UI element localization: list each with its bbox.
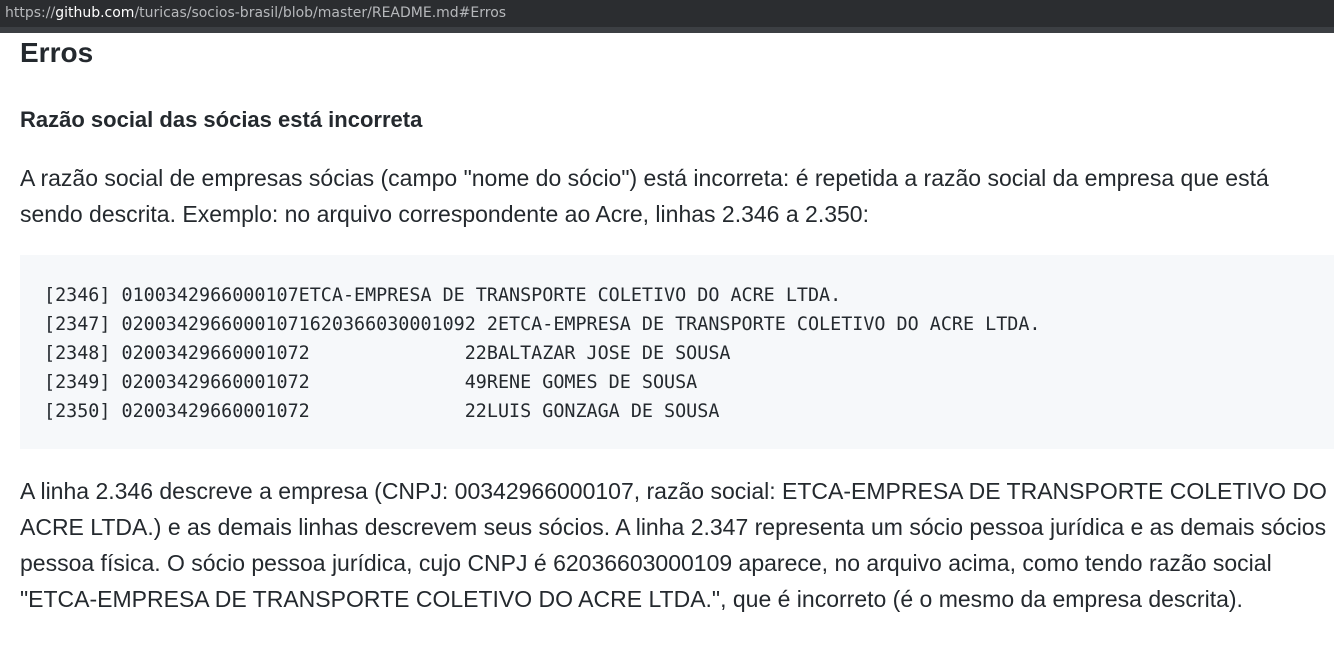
- url-text[interactable]: [5, 5, 506, 21]
- url-path: /turicas/socios-brasil/blob/master/README.md#Erros: [134, 5, 507, 21]
- code-block: [20, 255, 1334, 449]
- code-line: [2346] 0100342966000107ETCA-EMPRESA DE TRANSPORTE COLETIVO DO ACRE LTDA.: [44, 285, 842, 306]
- intro-paragraph: A razão social de empresas sócias (campo "nome do sócio") está incorreta: é repetida a razão social da empresa que está sendo descrita. Exemplo: no arquivo correspondente ao Acre, linhas 2.346 a 2.350:: [20, 165, 1269, 227]
- url-scheme: https://: [5, 5, 56, 21]
- code-line: [2350] 02003429660001072 22LUIS GONZAGA DE SOUSA: [44, 401, 720, 422]
- code-line: [2348] 02003429660001072 22BALTAZAR JOSE DE SOUSA: [44, 343, 731, 364]
- address-bar[interactable]: [0, 0, 1334, 33]
- subsection-heading: Razão social das sócias está incorreta: [20, 107, 423, 132]
- explanation-paragraph: A linha 2.346 descreve a empresa (CNPJ: 00342966000107, razão social: ETCA-EMPRESA DE TRANSPORTE COLETIVO DO ACRE LTDA.) e as demais linhas descrevem seus sócios. A linha 2.347 representa um sócio pessoa jurídica e as demais sócios pessoa física. O sócio pessoa jurídica, cujo CNPJ é 62036603000109 aparece, no arquivo acima, como tendo razão social "ETCA-EMPRESA DE TRANSPORTE COLETIVO DO ACRE LTDA.", que é incorreto (é o mesmo da empresa descrita).: [20, 478, 1327, 612]
- url-host: github.com: [55, 5, 135, 21]
- section-heading: Erros: [20, 37, 94, 68]
- code-line: [2347] 02003429660001071620366030001092 2ETCA-EMPRESA DE TRANSPORTE COLETIVO DO ACRE LTDA.: [44, 314, 1041, 335]
- code-line: [2349] 02003429660001072 49RENE GOMES DE SOUSA: [44, 372, 698, 393]
